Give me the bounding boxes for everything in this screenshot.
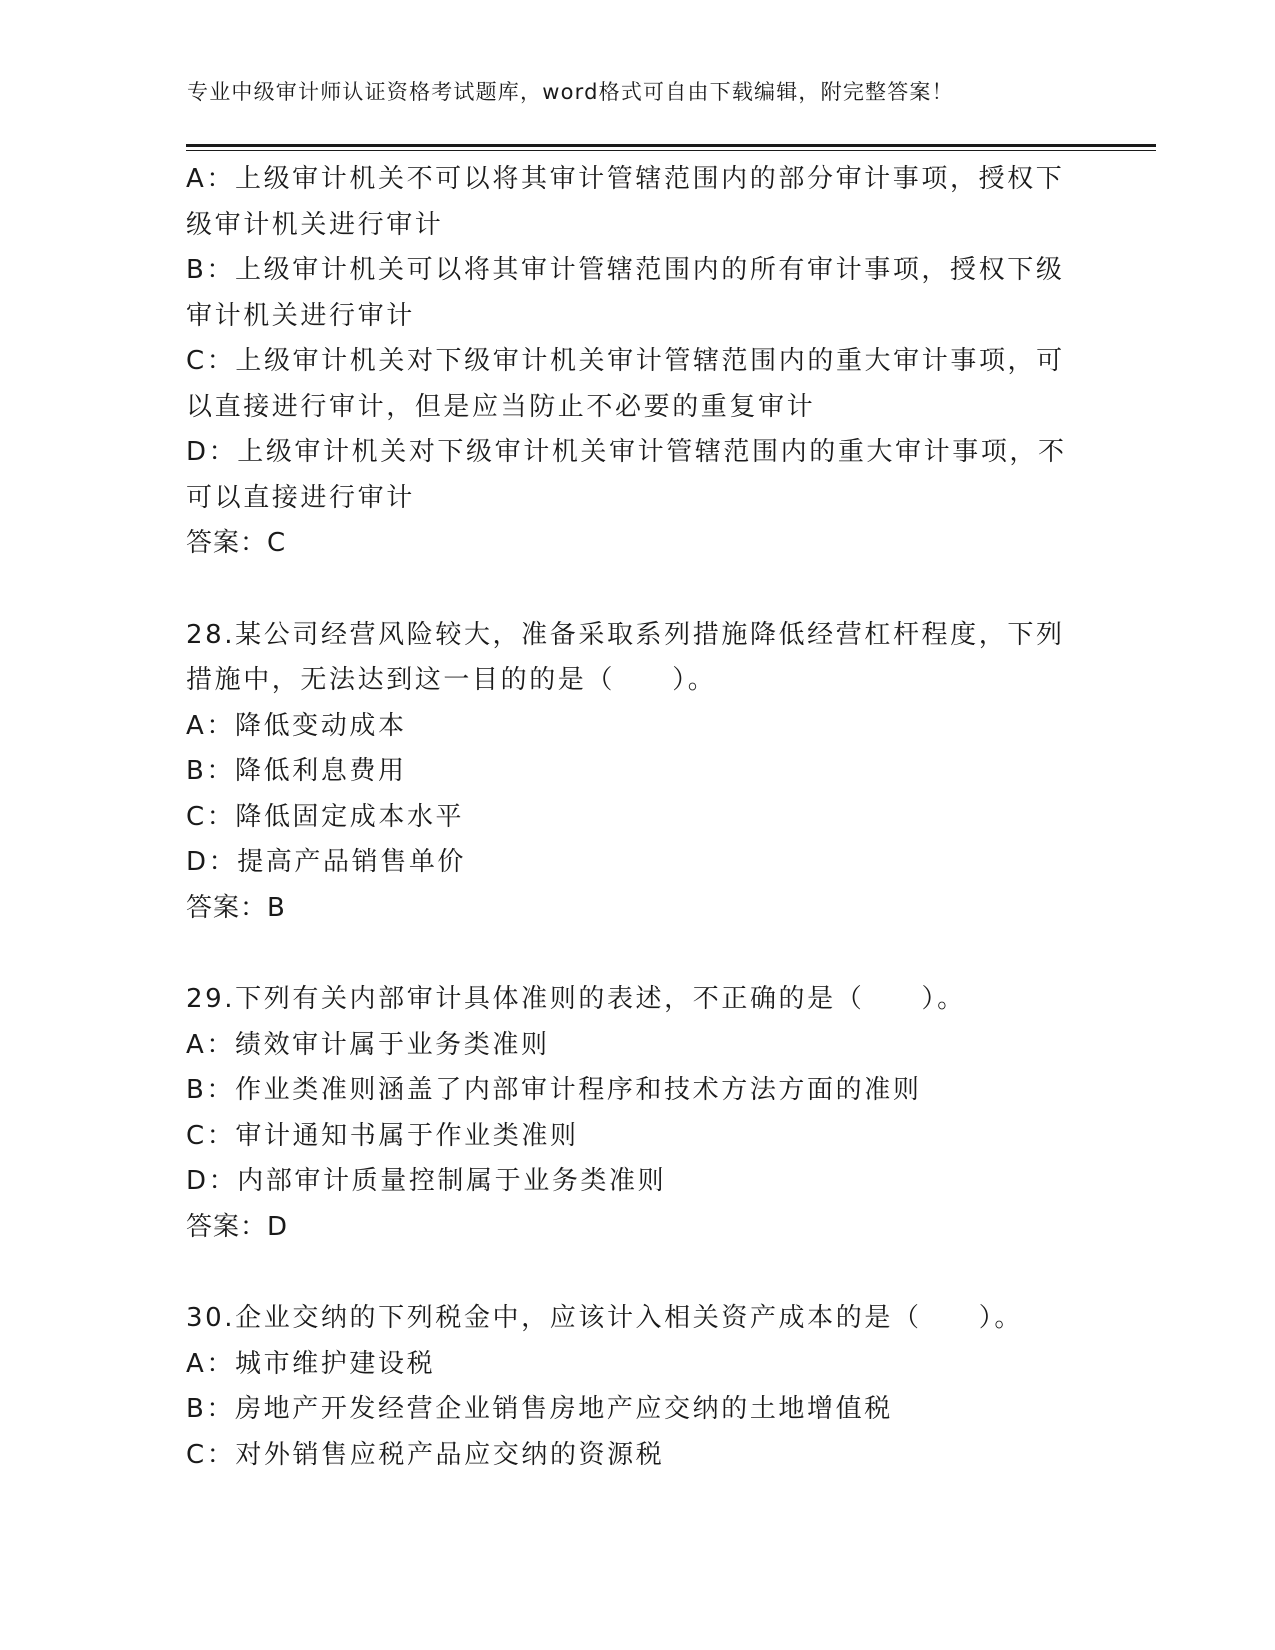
option-c-line-1: C：上级审计机关对下级审计机关审计管辖范围内的重大审计事项，可 [186,346,1065,376]
option-c: C：降低固定成本水平 [186,801,465,832]
header-divider [186,144,1156,151]
question-spacer [186,1250,1086,1296]
question-stem: 30.企业交纳的下列税金中，应该计入相关资产成本的是（ ）。 [186,1303,1023,1333]
answer-28: 答案：B [186,892,286,923]
option-b: B：作业类准则涵盖了内部审计程序和技术方法方面的准则 [186,1075,922,1105]
option-a-line-2: 级审计机关进行审计 [186,209,444,240]
question-stem-line-2: 措施中，无法达到这一目的的是（ ）。 [186,665,717,695]
question-30 [186,1296,1086,1478]
question-spacer [186,931,1086,977]
option-a: A：城市维护建设税 [186,1348,436,1379]
page-header: 专业中级审计师认证资格考试题库，word格式可自由下载编辑，附完整答案！ [187,80,954,104]
option-b-line-1: B：上级审计机关可以将其审计管辖范围内的所有审计事项，授权下级 [186,255,1065,285]
option-d: D：内部审计质量控制属于业务类准则 [186,1166,667,1196]
answer-29: 答案：D [186,1211,289,1242]
option-d-line-1: D：上级审计机关对下级审计机关审计管辖范围内的重大审计事项，不 [186,437,1067,467]
option-c: C：对外销售应税产品应交纳的资源税 [186,1439,665,1470]
option-a: A：降低变动成本 [186,710,407,741]
question-29 [186,977,1086,1250]
answer-27: 答案：C [186,528,287,558]
option-c-line-2: 以直接进行审计，但是应当防止不必要的重复审计 [186,391,816,422]
question-27-options [186,157,1086,567]
option-c: C：审计通知书属于作业类准则 [186,1120,579,1151]
option-a: A：绩效审计属于业务类准则 [186,1029,550,1060]
option-d-line-2: 可以直接进行审计 [186,482,415,513]
document-body [186,157,1086,1478]
option-b-line-2: 审计机关进行审计 [186,300,415,331]
option-d: D：提高产品销售单价 [186,847,467,877]
option-b: B：房地产开发经营企业销售房地产应交纳的土地增值税 [186,1394,893,1424]
question-stem: 29.下列有关内部审计具体准则的表述，不正确的是（ ）。 [186,984,966,1014]
question-stem-line-1: 28.某公司经营风险较大，准备采取系列措施降低经营杠杆程度，下列 [186,619,1065,650]
option-a-line-1: A：上级审计机关不可以将其审计管辖范围内的部分审计事项，授权下 [186,164,1065,194]
option-b: B：降低利息费用 [186,756,407,786]
question-spacer [186,567,1086,613]
question-28 [186,613,1086,932]
